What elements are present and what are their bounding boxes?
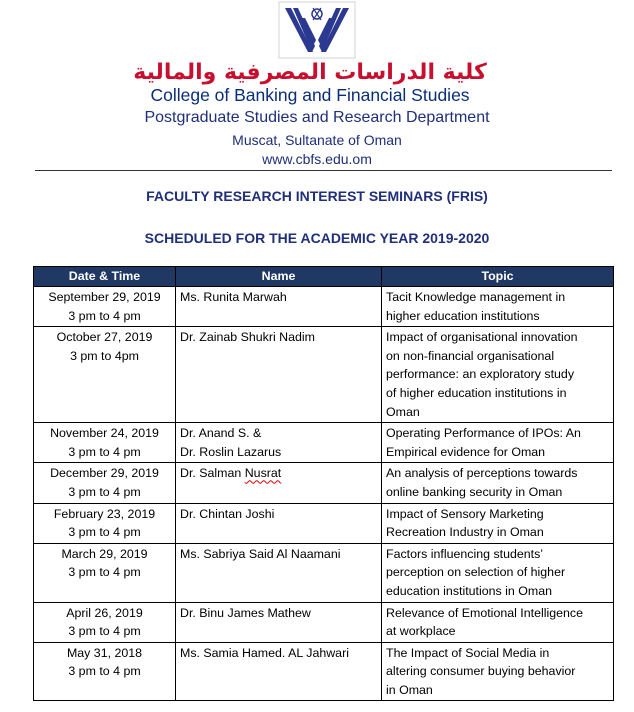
seminar-time: 3 pm to 4 pm — [68, 444, 141, 459]
topic-line: Operating Performance of IPOs: An — [386, 426, 581, 441]
presenter-cell — [176, 503, 382, 543]
topic-cell — [382, 327, 614, 423]
presenter-name: Dr. Chintan Joshi — [180, 506, 275, 521]
college-name-english: College of Banking and Financial Studies — [150, 85, 470, 105]
presenter-name: Ms. Sabriya Said Al Naamani — [180, 546, 341, 561]
topic-line: Factors influencing students’ — [386, 546, 544, 561]
seminar-schedule-table — [33, 266, 614, 701]
department-name: Postgraduate Studies and Research Department — [144, 109, 490, 126]
topic-line: Recreation Industry in Oman — [386, 525, 544, 540]
table-row — [34, 327, 614, 423]
date-time-cell — [34, 503, 176, 543]
topic-line: performance: an exploratory study — [386, 367, 575, 382]
topic-line: of higher education institutions in — [386, 385, 567, 400]
header-divider — [35, 170, 612, 171]
seminar-date: March 29, 2019 — [61, 546, 148, 561]
presenter-name: Dr. Anand S. & — [180, 426, 262, 441]
topic-line: Impact of organisational innovation — [386, 330, 578, 345]
spellcheck-underline: Nusrat — [244, 466, 282, 481]
column-header-date-time: Date & Time — [34, 267, 176, 287]
seminar-date: September 29, 2019 — [48, 290, 161, 304]
page-subtitle: SCHEDULED FOR THE ACADEMIC YEAR 2019-2020 — [144, 230, 490, 246]
date-time-cell — [34, 602, 176, 642]
seminar-date: December 29, 2019 — [50, 466, 159, 481]
presenter-cell — [176, 423, 382, 463]
topic-line: education institutions in Oman — [386, 583, 552, 598]
date-time-cell — [34, 423, 176, 463]
presenter-name: Ms. Samia Hamed. AL Jahwari — [180, 645, 349, 660]
topic-line: Tacit Knowledge management in — [386, 290, 566, 304]
topic-line: altering consumer buying behavior — [386, 664, 576, 679]
topic-line: Impact of Sensory Marketing — [386, 506, 544, 521]
date-time-cell — [34, 463, 176, 503]
presenter-cell — [176, 602, 382, 642]
table-row — [34, 642, 614, 701]
presenter-cell — [176, 642, 382, 701]
topic-line: online banking security in Oman — [386, 484, 563, 499]
topic-cell — [382, 602, 614, 642]
table-row — [34, 503, 614, 543]
seminar-date: May 31, 2018 — [66, 645, 143, 660]
column-header-name: Name — [176, 267, 382, 287]
topic-cell — [382, 543, 614, 602]
table-row — [34, 543, 614, 602]
location: Muscat, Sultanate of Oman — [232, 132, 402, 148]
presenter-name: Dr. Roslin Lazarus — [180, 444, 282, 459]
topic-cell — [382, 423, 614, 463]
college-name-banner — [98, 60, 522, 104]
topic-cell — [382, 642, 614, 701]
presenter-cell — [176, 327, 382, 423]
date-time-cell — [34, 287, 176, 327]
website-link[interactable]: www.cbfs.edu.om — [262, 151, 372, 167]
topic-line: Empirical evidence for Oman — [386, 444, 546, 459]
presenter-name: Dr. Zainab Shukri Nadim — [180, 330, 315, 345]
presenter-name: Dr. Binu James Mathew — [180, 605, 311, 620]
topic-line: in Oman — [386, 682, 433, 697]
topic-cell — [382, 287, 614, 327]
topic-cell — [382, 503, 614, 543]
topic-line: Relevance of Emotional Intelligence — [386, 605, 583, 620]
seminar-time: 3 pm to 4 pm — [68, 624, 141, 639]
topic-line: The Impact of Social Media in — [386, 645, 550, 660]
table-row — [34, 287, 614, 327]
seminar-date: April 26, 2019 — [66, 605, 143, 620]
college-name-arabic: كلية الدراسات المصرفية والمالية — [133, 60, 487, 85]
seminar-time: 3 pm to 4 pm — [68, 525, 141, 540]
seminar-time: 3 pm to 4 pm — [68, 565, 141, 580]
table-row — [34, 463, 614, 503]
seminar-date: November 24, 2019 — [50, 426, 159, 441]
topic-line: at workplace — [386, 624, 456, 639]
date-time-cell — [34, 327, 176, 423]
date-time-cell — [34, 543, 176, 602]
presenter-name: Ms. Runita Marwah — [180, 290, 287, 304]
seminar-time: 3 pm to 4 pm — [68, 664, 141, 679]
college-logo-icon — [277, 0, 357, 60]
table-row — [34, 423, 614, 463]
seminar-time: 3 pm to 4pm — [70, 348, 139, 363]
seminar-date: February 23, 2019 — [53, 506, 156, 521]
presenter-cell — [176, 463, 382, 503]
topic-line: higher education institutions — [386, 308, 540, 323]
topic-cell — [382, 463, 614, 503]
presenter-cell — [176, 287, 382, 327]
seminar-date: October 27, 2019 — [56, 330, 153, 345]
date-time-cell — [34, 642, 176, 701]
topic-line: An analysis of perceptions towards — [386, 466, 578, 481]
seminar-time: 3 pm to 4 pm — [68, 484, 141, 499]
seminar-time: 3 pm to 4 pm — [68, 308, 141, 323]
topic-line: perception on selection of higher — [386, 565, 566, 580]
topic-line: Oman — [386, 404, 420, 419]
topic-line: on non-financial organisational — [386, 348, 555, 363]
page-title: FACULTY RESEARCH INTEREST SEMINARS (FRIS) — [146, 188, 488, 204]
presenter-cell — [176, 543, 382, 602]
table-header-row — [34, 267, 614, 287]
table-row — [34, 602, 614, 642]
column-header-topic: Topic — [382, 267, 614, 287]
presenter-name: Dr. Salman Nusrat — [180, 466, 282, 481]
